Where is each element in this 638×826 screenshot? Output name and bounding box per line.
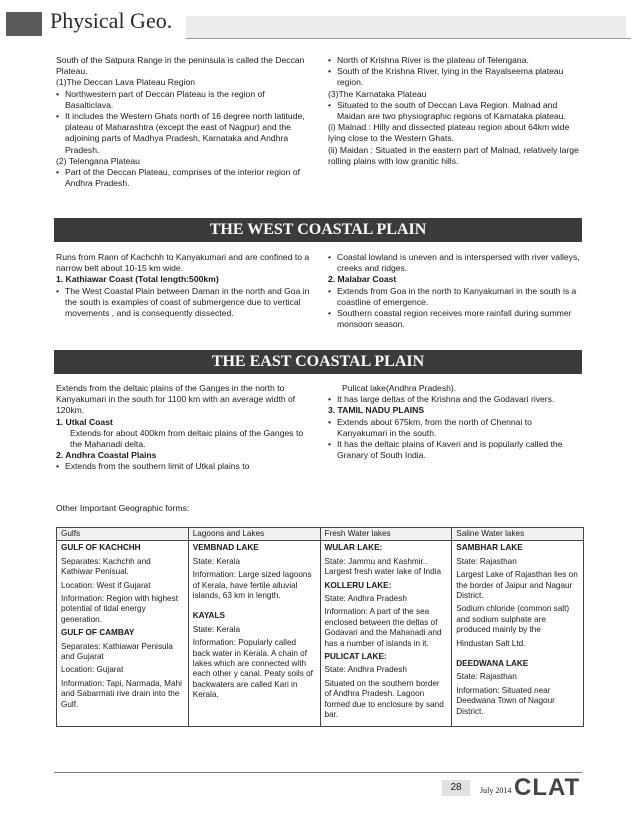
bullet: • It has large deltas of the Krishna and the Godavari rivers. <box>328 394 584 405</box>
column-header: Gulfs <box>57 528 189 541</box>
cell-text: Location: Gujarat <box>61 665 124 675</box>
footer-rule <box>54 772 582 773</box>
west-column-right <box>328 252 584 330</box>
page-title: Physical Geo. <box>50 8 173 33</box>
paragraph: South of the Satpura Range in the peninsula is called the Deccan Plateau. <box>56 55 305 77</box>
cell-text: State: Rajasthan <box>456 672 517 682</box>
issue-date: July 2014 <box>480 786 512 795</box>
cell-text: State: Andhra Pradesh <box>324 665 407 675</box>
gulfs-cell <box>57 541 189 726</box>
header-rule <box>186 38 631 39</box>
west-coastal-plain-heading: THE WEST COASTAL PLAIN <box>54 218 582 242</box>
column-header: Fresh Water lakes <box>320 528 452 541</box>
lagoons-cell <box>188 541 320 726</box>
bullet: • It includes the Western Ghats north of 16 degree north latitude, plateau of Maharashtra (except the east of Nagpur) and the adjoining parts of Madhya Pradesh, Karnataka and Andhra Pradesh. <box>56 111 312 156</box>
cell-text: State: Jammu and Kashmir.. Largest fresh water lake of India <box>324 556 442 577</box>
bullet: • Part of the Deccan Plateau, comprises of the interior region of Andhra Pradesh. <box>56 167 312 189</box>
paragraph: Pulicat lake(Andhra Pradesh). <box>342 383 457 393</box>
cell-text: Separates: Kachchh and Kathiwar Penisual. <box>61 556 151 577</box>
cell-text: State: Kerala <box>192 556 241 566</box>
east-coastal-plain-heading: THE EAST COASTAL PLAIN <box>54 350 582 374</box>
bullet: • North of Krishna River is the plateau of Telengana. <box>328 55 584 66</box>
header-marker <box>6 12 42 36</box>
cell-text: Hindustan Salt Ltd. <box>456 638 526 648</box>
cell-heading: DEEDWANA LAKE <box>456 659 529 669</box>
geographic-forms-table <box>56 527 584 727</box>
paragraph: Extends for about 400km from deltaic plains of the Ganges to the Mahanadi delta. <box>70 427 304 450</box>
cell-text: Information: Situated near Deedwana Town of Nagour District. <box>456 685 555 716</box>
cell-heading: PULICAT LAKE: <box>324 652 387 662</box>
cell-text: Information: Tapi, Narmada, Mahi and Sabarmati rive drain into the Gulf. <box>61 678 182 709</box>
cell-text: Information: Popularly called back water in Kerala. A chain of lakes which are connected with each other y canal. Peaty soils of backwaters are called Kari in Kerala. <box>192 638 313 700</box>
table-row <box>57 541 584 726</box>
page-number: 28 <box>442 780 470 796</box>
fresh-water-cell <box>320 541 452 726</box>
column-header: Saline Water lakes <box>452 528 584 541</box>
paragraph: (ii) Maidan : Situated in the eastern part of Malnad, relatively large rolling plains with low granitic hills. <box>328 144 579 166</box>
cell-heading: GULF OF KACHCHH <box>61 543 141 553</box>
bullet: • Northwestern part of Deccan Plateau is the region of Basalticlava. <box>56 89 312 111</box>
cell-heading: VEMBNAD LAKE <box>192 543 259 553</box>
other-forms-heading: Other Important Geographic forms: <box>56 503 190 513</box>
column-header: Lagoons and Lakes <box>188 528 320 541</box>
cell-heading: SAMBHAR LAKE <box>456 543 523 553</box>
subheading: (1)The Deccan Lava Plateau Region <box>56 77 196 88</box>
cell-heading: GULF OF CAMBAY <box>61 628 135 638</box>
deccan-column-right <box>328 55 584 167</box>
cell-text: Largest Lake of Rajasthan lies on the border of Jaipur and Nagaur District. <box>456 570 578 601</box>
bullet: • Situated to the south of Deccan Lava Region. Malnad and Maidan are two physiographic regions of Karnataka plateau. <box>328 100 584 122</box>
cell-heading: KOLLERU LAKE: <box>324 580 392 590</box>
cell-heading: KAYALS <box>192 611 225 621</box>
west-column-left <box>56 252 312 319</box>
cell-text: Sodium chloride (common salt) and sodium sulphate are produced mainly by the <box>456 604 570 635</box>
cell-text: State: Andhra Pradesh <box>324 594 407 604</box>
bullet: • Extends about 675km, from the north of Chennai to Kanyakumari in the south. <box>328 417 584 439</box>
brand-logo: CLAT <box>514 774 581 801</box>
header-bar <box>186 16 626 38</box>
east-column-left <box>56 383 312 473</box>
cell-text: Situated on the southern border of Andhra Pradesh. Lagoon formed due to enclosure by sand bar. <box>324 678 444 720</box>
cell-text: State: Rajasthan <box>456 556 517 566</box>
subheading: (3)The Karnataka Plateau <box>328 88 427 99</box>
page-header <box>0 0 638 40</box>
subheading: 1. Kathiawar Coast (Total length:500km) <box>56 274 219 285</box>
bullet: • The West Coastal Plain between Daman in the north and Goa in the south is examples of coast of submergence due to vertical movements , and is consequently dissected. <box>56 286 312 320</box>
bullet: • Southern coastal region receives more rainfall during summer monsoon season. <box>328 308 584 330</box>
subheading: (2) Telengana Plateau <box>56 155 140 166</box>
deccan-column-left <box>56 55 312 189</box>
cell-text: Location: West if Gujarat <box>61 580 151 590</box>
cell-text: Information: A part of the sea enclosed between the deltas of Godavari and the Mahanadi and has a number of islands in it. <box>324 607 442 648</box>
bullet: • Extends from the southern limit of Utkal plains to <box>56 461 312 472</box>
paragraph: Extends from the deltaic plains of the Ganges in the north to Kanyakumari in the south for 1100 km with an average width of 120km. <box>56 383 296 416</box>
subheading: 1. Utkal Coast <box>56 416 113 427</box>
subheading: 2. Andhra Coastal Plains <box>56 450 157 461</box>
paragraph: (i) Malnad : Hilly and dissected plateau region about 64km wide lying close to the Western Ghats. <box>328 122 570 144</box>
subheading: 2. Malabar Coast <box>328 274 397 285</box>
cell-text: Information: Region with highest potential of tidal energy generation. <box>61 594 178 624</box>
saline-water-cell <box>452 541 584 726</box>
cell-text: Separates: Kathiawar Penisula and Gujarat <box>61 641 173 662</box>
cell-text: Information: Large sized lagoons of Kerala, have fertile alluvial islands, 63 km in length. <box>192 570 312 601</box>
bullet: • Extends from Goa in the north to Kanyakumari in the south is a coastline of emergence. <box>328 286 584 308</box>
bullet: • South of the Krishna River, lying in the Rayalseema plateau region. <box>328 66 584 88</box>
bullet: • It has the deltaic plains of Kaveri and is popularly called the Granary of South India. <box>328 439 584 461</box>
cell-heading: WULAR LAKE: <box>324 543 383 553</box>
bullet: • Coastal lowland is uneven and is interspersed with river valleys, creeks and ridges. <box>328 252 584 274</box>
cell-text: State: Kerala <box>192 624 241 634</box>
east-column-right <box>328 383 584 461</box>
paragraph: Runs from Rann of Kachchh to Kanyakumari and are confined to a narrow belt about 10-15 km wide. <box>56 252 310 274</box>
subheading: 3. TAMIL NADU PLAINS <box>328 405 425 416</box>
